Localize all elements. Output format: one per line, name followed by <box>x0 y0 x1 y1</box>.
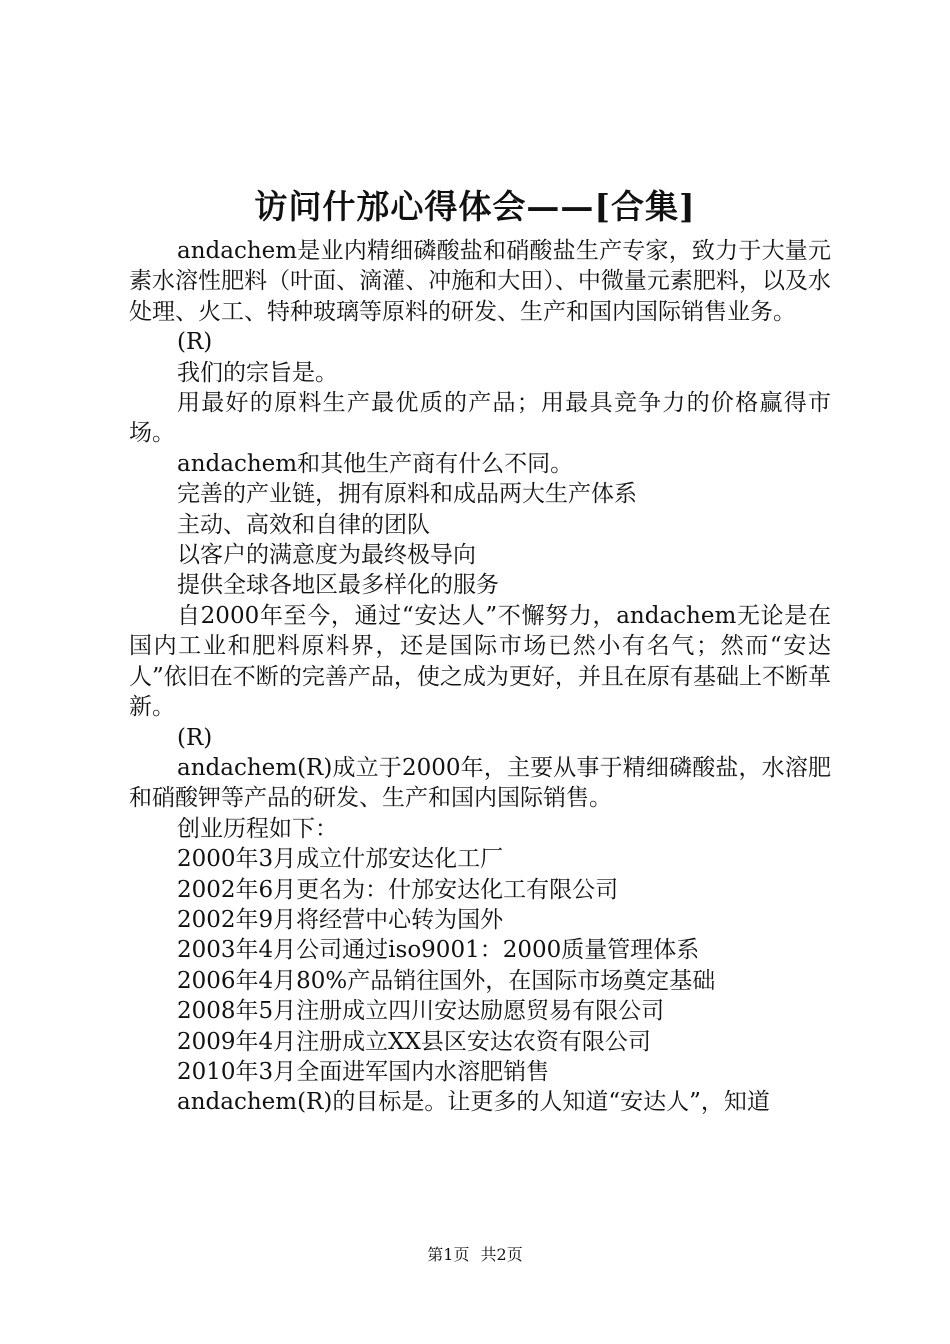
paragraph: 创业历程如下： <box>177 815 338 842</box>
timeline-item: 2002年6月更名为：什邡安达化工有限公司 <box>177 876 619 903</box>
paragraph: 提供全球各地区最多样化的服务 <box>177 572 499 599</box>
paragraph: (R) <box>177 329 213 356</box>
timeline-item: 2003年4月公司通过iso9001：2000质量管理体系 <box>177 937 700 964</box>
page-total: 共2页 <box>480 1245 523 1264</box>
paragraph: (R) <box>177 724 213 751</box>
paragraph: andachem(R)成立于2000年，主要从事于精细磷酸盐，水溶肥和硝酸钾等产品的研发、生产和国内国际销售。 <box>129 754 831 812</box>
paragraph: 自2000年至今，通过“安达人”不懈努力，andachem无论是在国内工业和肥料原料界，还是国际市场已然小有名气；然而“安达人”依旧在不断的完善产品，使之成为更好，并且在原有基础上不断革新。 <box>129 602 831 721</box>
page-footer <box>0 1244 950 1266</box>
paragraph: 完善的产业链，拥有原料和成品两大生产体系 <box>177 481 637 508</box>
timeline-item: 2000年3月成立什邡安达化工厂 <box>177 846 504 873</box>
paragraph: 以客户的满意度为最终极导向 <box>177 542 476 569</box>
timeline-item: 2009年4月注册成立XX县区安达农资有限公司 <box>177 1028 651 1055</box>
timeline-item: 2010年3月全面进军国内水溶肥销售 <box>177 1058 550 1085</box>
document-title: 访问什邡心得体会——[合集] <box>254 187 696 226</box>
timeline-item: 2002年9月将经营中心转为国外 <box>177 906 504 933</box>
paragraph: 主动、高效和自律的团队 <box>177 511 430 538</box>
paragraph: andachem是业内精细磷酸盐和硝酸盐生产专家，致力于大量元素水溶性肥料（叶面、滴灌、冲施和大田）、中微量元素肥料，以及水处理、火工、特种玻璃等原料的研发、生产和国内国际销售业务。 <box>129 238 831 325</box>
timeline-item: 2008年5月注册成立四川安达励愿贸易有限公司 <box>177 998 665 1025</box>
paragraph: 我们的宗旨是。 <box>177 359 338 386</box>
timeline-item: 2006年4月80%产品销往国外，在国际市场奠定基础 <box>177 967 716 994</box>
paragraph: 用最好的原料生产最优质的产品；用最具竞争力的价格赢得市场。 <box>129 390 831 447</box>
document-body <box>129 236 831 1118</box>
page-number: 第1页 <box>427 1245 470 1264</box>
paragraph: andachem和其他生产商有什么不同。 <box>177 450 574 477</box>
paragraph: andachem(R)的目标是。让更多的人知道“安达人”，知道 <box>177 1089 770 1116</box>
